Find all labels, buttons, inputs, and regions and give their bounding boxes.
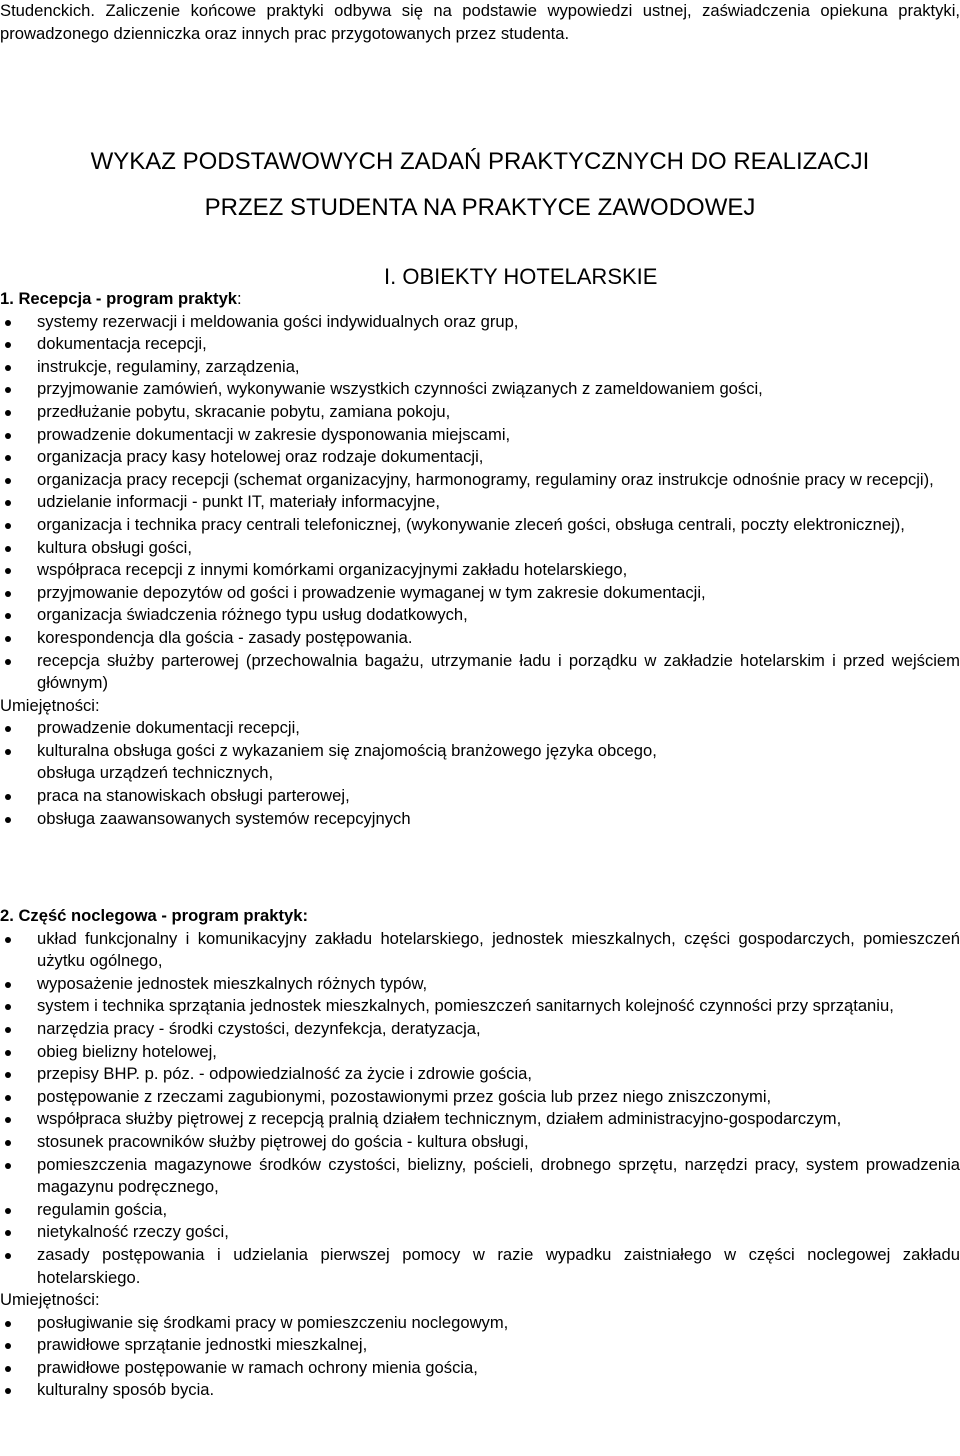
list-item	[0, 1108, 960, 1131]
list-item-text: organizacja pracy kasy hotelowej oraz rodzaje dokumentacji,	[37, 447, 484, 467]
list-item	[0, 356, 960, 379]
list-item-text: posługiwanie się środkami pracy w pomieszczeniu noclegowym,	[37, 1312, 509, 1332]
list-item-text: narzędzia pracy - środki czystości, dezynfekcja, deratyzacja,	[37, 1018, 481, 1038]
list-item	[0, 1221, 960, 1244]
list-item	[0, 1041, 960, 1064]
list-item	[0, 1357, 960, 1380]
list-item	[0, 491, 960, 514]
list-item-text: kulturalny sposób bycia.	[37, 1380, 215, 1400]
list-item	[0, 973, 960, 996]
list-item-text: udzielanie informacji - punkt IT, materiały informacyjne,	[37, 492, 441, 512]
list-item	[0, 808, 960, 831]
list-item	[0, 650, 960, 695]
list-item	[0, 1379, 960, 1402]
list-item-text: regulamin gościa,	[37, 1199, 168, 1219]
accommodation-skills-heading: Umiejętności:	[0, 1290, 100, 1310]
list-item	[0, 928, 960, 973]
list-item-text: stosunek pracowników służby piętrowej do gościa - kultura obsługi,	[37, 1131, 529, 1151]
list-item-text: dokumentacja recepcji,	[37, 334, 207, 354]
list-item	[0, 333, 960, 356]
list-item	[0, 537, 960, 560]
accommodation-skills-list	[0, 1312, 960, 1402]
accommodation-program-list	[0, 928, 960, 1290]
reception-heading-bold: 1. Recepcja - program praktyk	[0, 289, 238, 308]
section-reception	[0, 288, 960, 830]
list-item	[0, 514, 960, 537]
list-item-text: korespondencja dla gościa - zasady postępowania.	[37, 627, 413, 647]
list-item-text: prawidłowe sprzątanie jednostki mieszkalnej,	[37, 1335, 368, 1355]
list-item-text: kulturalna obsługa gości z wykazaniem się znajomością branżowego języka obcego,	[37, 740, 657, 760]
list-item	[0, 995, 960, 1018]
intro-paragraph: Studenckich. Zaliczenie końcowe praktyki odbywa się na podstawie wypowiedzi ustnej, zaświadczenia opiekuna praktyki, prowadzonego dzienniczka oraz innych prac przygotowanych przez studenta.	[0, 1, 960, 43]
list-item	[0, 1086, 960, 1109]
list-item	[0, 1018, 960, 1041]
reception-skills-heading: Umiejętności:	[0, 695, 100, 715]
list-item	[0, 1312, 960, 1335]
section-heading: I. OBIEKTY HOTELARSKIE	[384, 264, 658, 289]
list-item	[0, 1131, 960, 1154]
list-item-text: układ funkcjonalny i komunikacyjny zakładu hotelarskiego, jednostek mieszkalnych, części gospodarczych, pomieszczeń użytku ogólnego,	[37, 928, 960, 971]
list-item	[0, 1334, 960, 1357]
document-title-line-2: PRZEZ STUDENTA NA PRAKTYCE ZAWODOWEJ	[204, 194, 756, 221]
list-item	[0, 378, 960, 401]
list-item-text: wyposażenie jednostek mieszkalnych różnych typów,	[37, 973, 428, 993]
document-title-line-1: WYKAZ PODSTAWOWYCH ZADAŃ PRAKTYCZNYCH DO REALIZACJI	[90, 148, 870, 175]
list-item-text: praca na stanowiskach obsługi parterowej,	[37, 786, 350, 806]
list-item	[0, 446, 960, 469]
list-item-text: prowadzenie dokumentacji recepcji,	[37, 718, 300, 738]
reception-heading	[0, 288, 960, 311]
list-item-text: obsługa urządzeń technicznych,	[37, 763, 274, 783]
list-item	[0, 740, 960, 763]
reception-skills-list	[0, 717, 960, 830]
list-item	[0, 717, 960, 740]
list-item-text: organizacja świadczenia różnego typu usług dodatkowych,	[37, 605, 468, 625]
list-item-text: pomieszczenia magazynowe środków czystości, bielizny, pościeli, drobnego sprzętu, narzędzi pracy, system prowadzenia magazynu podręcznego,	[37, 1154, 960, 1197]
list-item-text: przyjmowanie depozytów od gości i prowadzenie wymaganej w tym zakresie dokumentacji,	[37, 582, 706, 602]
list-item	[0, 582, 960, 605]
list-item	[0, 762, 960, 785]
list-item-text: nietykalność rzeczy gości,	[37, 1222, 229, 1242]
section-accommodation	[0, 905, 960, 1402]
list-item	[0, 401, 960, 424]
list-item	[0, 1154, 960, 1199]
list-item-text: organizacja pracy recepcji (schemat organizacyjny, harmonogramy, regulaminy oraz instrukcje odnośnie pracy w recepcji),	[37, 469, 934, 489]
list-item-text: instrukcje, regulaminy, zarządzenia,	[37, 356, 300, 376]
list-item	[0, 469, 960, 492]
list-item	[0, 424, 960, 447]
list-item-text: współpraca recepcji z innymi komórkami organizacyjnymi zakładu hotelarskiego,	[37, 560, 628, 580]
list-item	[0, 627, 960, 650]
list-item-text: prawidłowe postępowanie w ramach ochrony mienia gościa,	[37, 1357, 478, 1377]
list-item-text: systemy rezerwacji i meldowania gości indywidualnych oraz grup,	[37, 311, 519, 331]
reception-program-list	[0, 311, 960, 695]
list-item	[0, 559, 960, 582]
list-item-text: obieg bielizny hotelowej,	[37, 1041, 217, 1061]
list-item-text: system i technika sprzątania jednostek mieszkalnych, pomieszczeń sanitarnych kolejność czynności przy sprzątaniu,	[37, 996, 894, 1016]
list-item-text: kultura obsługi gości,	[37, 537, 192, 557]
reception-heading-colon: :	[237, 289, 242, 308]
list-item-text: organizacja i technika pracy centrali telefonicznej, (wykonywanie zleceń gości, obsługa centrali, poczty elektronicznej),	[37, 514, 905, 534]
list-item	[0, 1199, 960, 1222]
list-item	[0, 1244, 960, 1289]
list-item-text: przedłużanie pobytu, skracanie pobytu, zamiana pokoju,	[37, 401, 451, 421]
list-item	[0, 604, 960, 627]
list-item	[0, 785, 960, 808]
list-item-text: współpraca służby piętrowej z recepcją pralnią działem technicznym, działem administracyjno-gospodarczym,	[37, 1109, 842, 1129]
list-item-text: recepcja służby parterowej (przechowalnia bagażu, utrzymanie ładu i porządku w zakładzie hotelarskim i przed wejściem głównym)	[37, 650, 960, 693]
accommodation-heading: 2. Część noclegowa - program praktyk:	[0, 906, 308, 925]
list-item-text: obsługa zaawansowanych systemów recepcyjnych	[37, 808, 411, 828]
list-item-text: zasady postępowania i udzielania pierwszej pomocy w razie wypadku zaistniałego w części noclegowej zakładu hotelarskiego.	[37, 1244, 960, 1287]
list-item	[0, 311, 960, 334]
list-item	[0, 1063, 960, 1086]
list-item-text: prowadzenie dokumentacji w zakresie dysponowania miejscami,	[37, 424, 511, 444]
list-item-text: przepisy BHP. p. póz. - odpowiedzialność za życie i zdrowie gościa,	[37, 1064, 532, 1084]
list-item-text: postępowanie z rzeczami zagubionymi, pozostawionymi przez gościa lub przez niego zniszczonymi,	[37, 1086, 772, 1106]
list-item-text: przyjmowanie zamówień, wykonywanie wszystkich czynności związanych z zameldowaniem gości,	[37, 379, 763, 399]
